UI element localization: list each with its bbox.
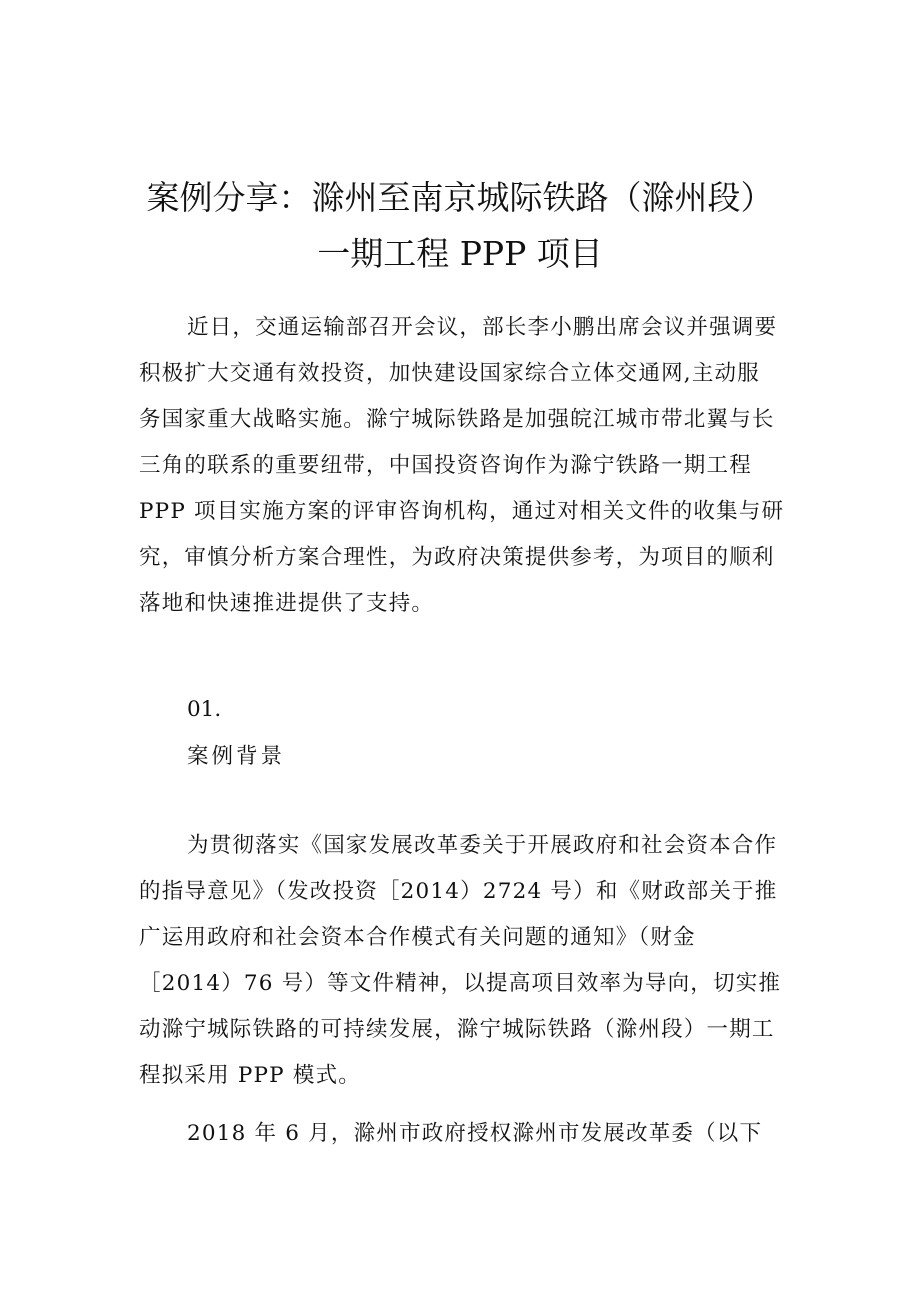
- text-line: PPP 项目实施方案的评审咨询机构，通过对相关文件的收集与研: [139, 499, 785, 524]
- text-line: 三角的联系的重要纽带，中国投资咨询作为滁宁铁路一期工程: [139, 453, 752, 478]
- title-line-1: 案例分享：滁州至南京城际铁路（滁州段）: [146, 178, 774, 218]
- text-line: 究，审慎分析方案合理性，为政府决策提供参考，为项目的顺利: [139, 545, 775, 570]
- document-title: [100, 170, 820, 282]
- text-line: 程拟采用 PPP 模式。: [139, 1063, 361, 1088]
- background-paragraph: [139, 823, 791, 1099]
- text-line: 动滁宁城际铁路的可持续发展，滁宁城际铁路（滁州段）一期工: [139, 1017, 775, 1042]
- text-line: 的指导意见》（发改投资［2014）2724 号）和《财政部关于推: [139, 879, 778, 904]
- section-heading: 案例背景: [187, 744, 286, 769]
- timeline-paragraph: [139, 1111, 791, 1157]
- text-line: 2018 年 6 月，滁州市政府授权滁州市发展改革委（以下: [187, 1121, 763, 1146]
- text-line: 近日，交通运输部召开会议，部长李小鹏出席会议并强调要: [187, 315, 778, 340]
- intro-paragraph: [139, 305, 791, 627]
- text-line: 广运用政府和社会资本合作模式有关问题的通知》（财金: [139, 925, 696, 950]
- section-number: 01.: [187, 697, 222, 722]
- text-line: 务国家重大战略实施。滁宁城际铁路是加强皖江城市带北翼与长: [139, 407, 775, 432]
- title-line-2: 一期工程 PPP 项目: [317, 234, 603, 274]
- text-line: ［2014）76 号）等文件精神，以提高项目效率为导向，切实推: [139, 971, 782, 996]
- text-line: 为贯彻落实《国家发展改革委关于开展政府和社会资本合作: [187, 833, 778, 858]
- text-line: 落地和快速推进提供了支持。: [139, 591, 435, 616]
- text-line: 积极扩大交通有效投资，加快建设国家综合立体交通网,主动服: [139, 361, 760, 386]
